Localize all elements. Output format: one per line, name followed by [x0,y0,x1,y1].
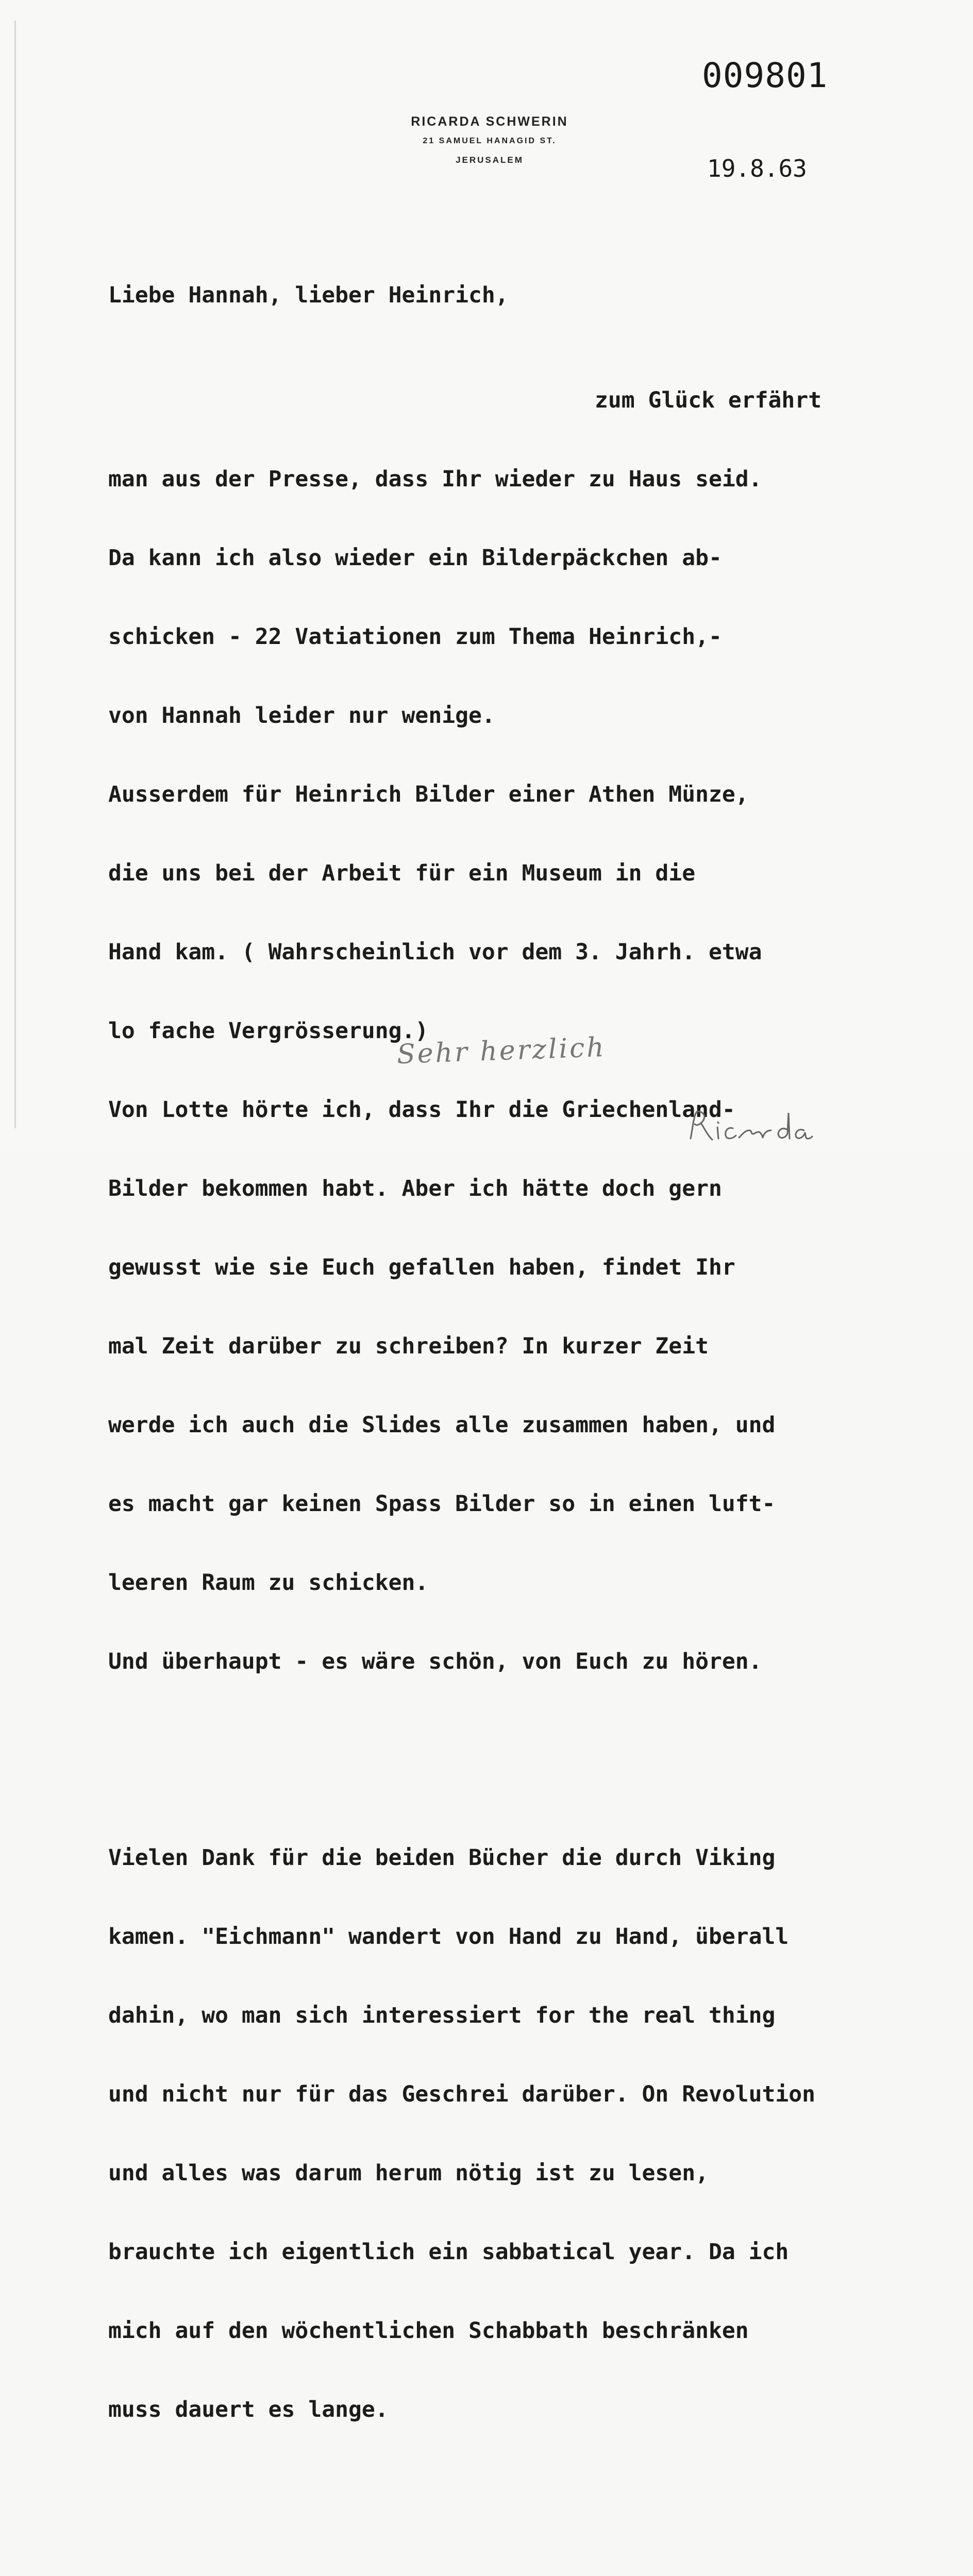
body-line: mich auf den wöchentlichen Schabbath beschränken [108,2318,749,2344]
letterhead-street: 21 SAMUEL HANAGID ST. [423,137,557,145]
document-number: 009801 [702,56,828,95]
body-line: und nicht nur für das Geschrei darüber. On Revolution [108,2081,816,2107]
letter-body [108,230,969,2576]
paragraph-gap [108,1754,969,1766]
handwritten-signature [685,1108,840,1144]
body-line: man aus der Presse, dass Ihr wieder zu Haus seid. [108,466,762,492]
body-line: lo fache Vergrösserung.) [108,1018,429,1044]
page-edge [14,21,16,1128]
salutation: Liebe Hannah, lieber Heinrich, [108,282,509,308]
body-line: schicken - 22 Vatiationen zum Thema Heinrich,- [108,624,722,650]
body-line: gewusst wie sie Euch gefallen haben, findet Ihr [108,1255,735,1280]
body-line: mal Zeit darüber zu schreiben? In kurzer Zeit [108,1333,709,1359]
body-line: von Hannah leider nur wenige. [108,703,495,728]
letterhead [371,114,608,165]
body-line: Bilder bekommen habt. Aber ich hätte doch gern [108,1176,722,1201]
body-line: leeren Raum zu schicken. [108,1570,429,1596]
body-line: Ausserdem für Heinrich Bilder einer Athen Münze, [108,782,749,807]
body-line: und alles was darum herum nötig ist zu lesen, [108,2160,709,2186]
body-line: die uns bei der Arbeit für ein Museum in die [108,860,696,886]
body-line: muss dauert es lange. [108,2397,389,2422]
body-line: Da kann ich also wieder ein Bilderpäckchen ab- [108,545,722,571]
body-line: kamen. "Eichmann" wandert von Hand zu Hand, überall [108,1924,789,1950]
body-line: werde ich auch die Slides alle zusammen haben, und [108,1412,776,1438]
body-line: Und überhaupt - es wäre schön, von Euch zu hören. [108,1649,762,1674]
letterhead-city: JERUSALEM [456,155,524,165]
paragraph-gap [108,2502,969,2514]
handwritten-closing: Sehr herzlich [396,1031,607,1071]
body-line: es macht gar keinen Spass Bilder so in einen luft- [108,1491,776,1517]
letterhead-name: RICARDA SCHWERIN [411,114,568,129]
body-line: zum Glück erfährt [595,387,822,413]
body-line: Hand kam. ( Wahrscheinlich vor dem 3. Jahrh. etwa [108,939,762,965]
body-line: Von Lotte hörte ich, dass Ihr die Griechenland- [108,1097,735,1123]
body-line: dahin, wo man sich interessiert for the real thing [108,2003,776,2028]
body-line: brauchte ich eigentlich ein sabbatical year. Da ich [108,2239,789,2265]
letter-date: 19.8.63 [707,155,807,182]
body-line: Vielen Dank für die beiden Bücher die durch Viking [108,1845,776,1871]
